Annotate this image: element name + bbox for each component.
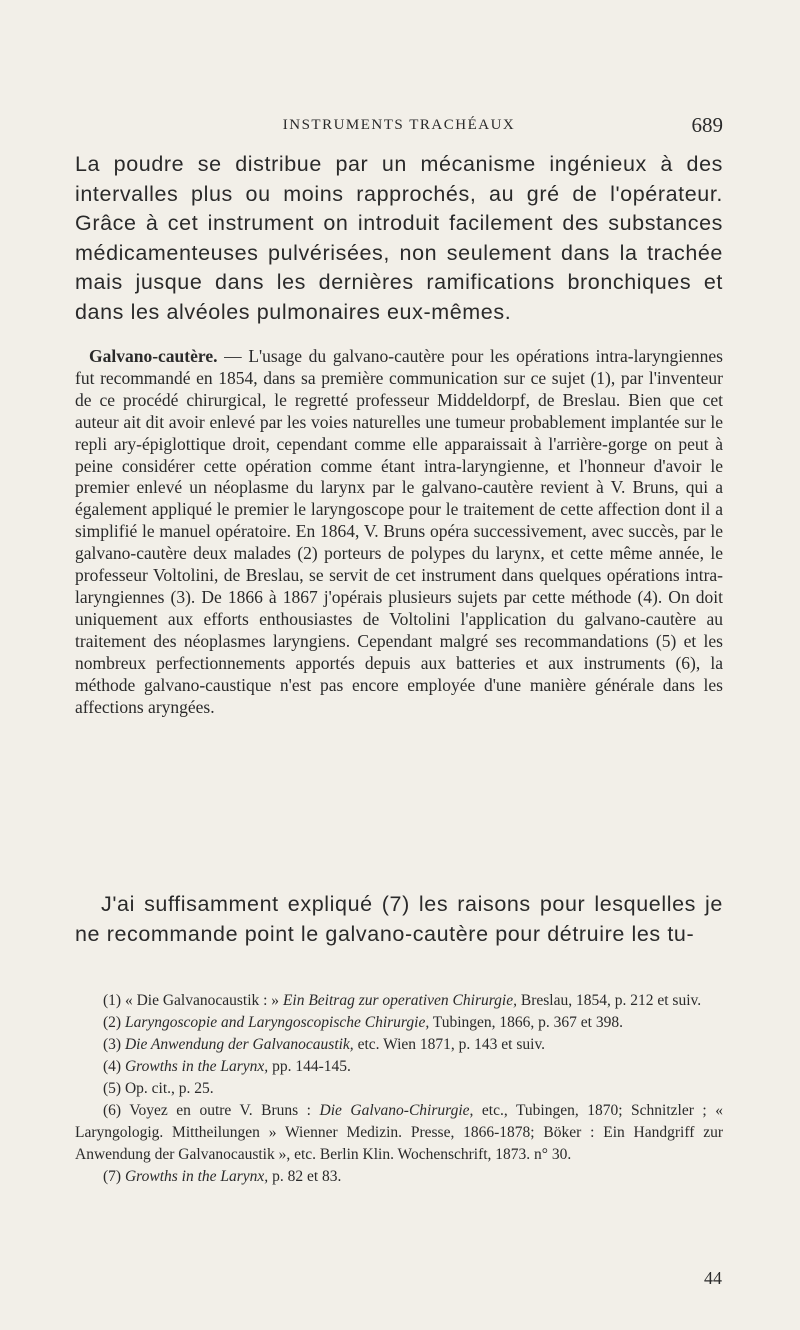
conclusion-text: J'ai suffisamment expliqué (7) les raisons pour lesquelles je ne recommande point le galvano-cautère pour détruire les tu-	[75, 892, 723, 946]
footnote: (2) Laryngoscopie and Laryngoscopische Chirurgie, Tubingen, 1866, p. 367 et 398.	[103, 1014, 623, 1031]
footnote: (3) Die Anwendung der Galvanocaustik, etc. Wien 1871, p. 143 et suiv.	[103, 1036, 546, 1053]
paragraph-powder: La poudre se distribue par un mécanisme ingénieux à des intervalles plus ou moins rapprochés, au gré de l'opérateur. Grâce à cet instrument on introduit facilement des substances médicamenteuses pulvérisées, non seulement dans la trachée mais jusque dans les dernières ramifications bronchiques et dans les alvéoles pulmonaires eux-mêmes.	[75, 152, 723, 324]
running-title: INSTRUMENTS TRACHÉAUX	[282, 117, 516, 133]
paragraph-galvano-cautere	[75, 346, 723, 718]
section-lead: Galvano-cautère.	[89, 346, 218, 366]
section-body: — L'usage du galvano-cautère pour les opérations intra-laryngiennes fut recommandé en 1854, dans sa première communication sur ce sujet (1), par l'inventeur de ce procédé chirurgical, le regretté professeur Middeldorpf, de Breslau. Bien que cet auteur ait dit avoir enlevé par les voies naturelles une tumeur probablement implantée sur le repli ary-épiglottique droit, cependant comme elle apparaissait à l'arrière-gorge on peut à peine considérer cette opération comme étant intra-laryngienne, et l'honneur d'avoir le premier enlevé un néoplasme du larynx par le galvano-cautère revient à V. Bruns, qui a également appliqué le premier le laryngoscope pour le traitement de cette affection dont il a simplifié le manuel opératoire. En 1864, V. Bruns opéra successivement, avec succès, par le galvano-cautère deux malades (2) porteurs de polypes du larynx, et cette même année, le professeur Voltolini, de Breslau, se servit de cet instrument dans quelques opérations intra-laryngiennes (3). De 1866 à 1867 j'opérais plusieurs sujets par cette méthode (4). On doit uniquement aux efforts enthousiastes de Voltolini l'application du galvano-cautère au traitement des néoplasmes laryngiens. Cependant malgré ses recommandations (5) et les nombreux perfectionnements apportés depuis aux batteries et aux instruments (6), la méthode galvano-caustique n'est pas encore employée d'une manière générale dans les affections aryngées.	[75, 346, 723, 717]
footnote: (5) Op. cit., p. 25.	[103, 1080, 214, 1097]
paragraph-conclusion	[75, 890, 723, 949]
signature-mark: 44	[704, 1268, 722, 1288]
footnote: (1) « Die Galvanocaustik : » Ein Beitrag zur operativen Chirurgie, Breslau, 1854, p. 212 et suiv.	[103, 992, 702, 1009]
page-number: 689	[691, 113, 723, 137]
running-header	[75, 113, 723, 141]
footnote: (6) Voyez en outre V. Bruns : Die Galvano-Chirurgie, etc., Tubingen, 1870; Schnitzler ; « Laryngologig. Mittheilungen » Wienner Medizin. Presse, 1866-1878; Böker : Ein Handgriff zur Anwendung der Galvanocaustik », etc. Berlin Klin. Wochenschrift, 1873. n° 30.	[75, 1102, 723, 1163]
footnote: (7) Growths in the Larynx, p. 82 et 83.	[103, 1168, 342, 1185]
footnotes	[75, 990, 723, 1188]
footnote: (4) Growths in the Larynx, pp. 144-145.	[103, 1058, 351, 1075]
